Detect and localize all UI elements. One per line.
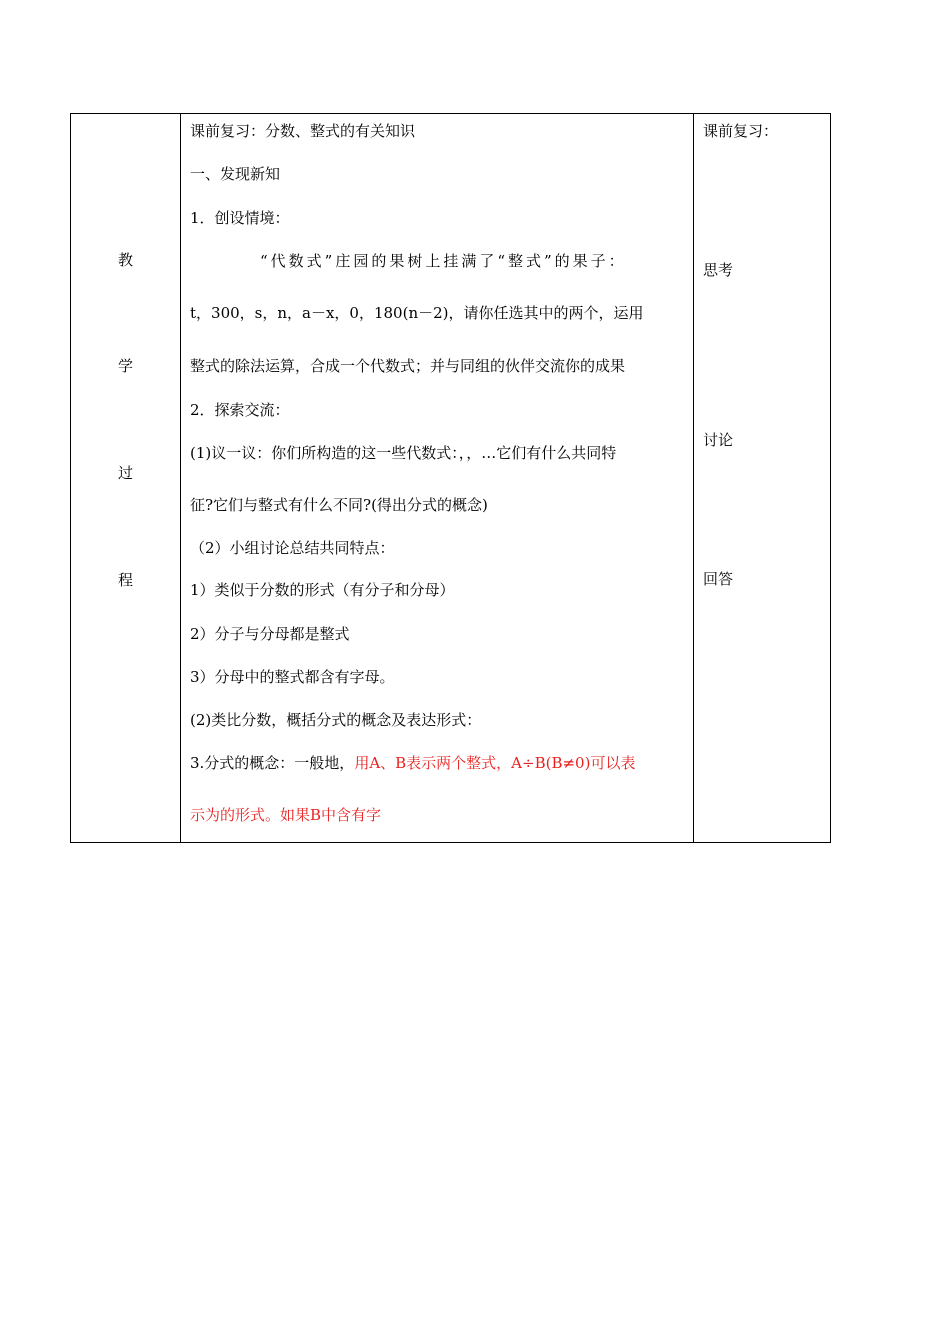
scenario-line-3: 整式的除法运算，合成一个代数式；并与同组的伙伴交流你的成果 (190, 357, 626, 375)
feature-2: 2）分子与分母都是整式 (190, 625, 350, 643)
side-review: 课前复习： (703, 122, 779, 140)
side-think: 思考 (703, 261, 734, 279)
section-discover: 一、发现新知 (190, 165, 281, 183)
scenario-line-2: t，300，s，n，a－x，0，180(n－2)，请你任选其中的两个，运用 (190, 304, 644, 322)
side-discuss: 讨论 (703, 431, 734, 449)
concept-line-2: 示为的形式。如果B中含有字 (190, 806, 382, 824)
teaching-process-row (71, 114, 831, 843)
concept-line-1 (190, 754, 635, 772)
step-explore: 2．探索交流： (190, 401, 290, 419)
group-summary: （2）小组讨论总结共同特点： (190, 539, 395, 557)
scenario-line-1: “代数式”庄园的果树上挂满了“整式”的果子： (260, 252, 627, 270)
feature-3: 3）分母中的整式都含有字母。 (190, 668, 395, 686)
main-content-cell (181, 114, 694, 843)
side-answer: 回答 (703, 570, 734, 588)
label-char-jiao: 教 (117, 251, 133, 269)
label-char-guo: 过 (117, 464, 133, 482)
review-heading: 课前复习：分数、整式的有关知识 (190, 122, 416, 140)
analogy-line: (2)类比分数，概括分式的概念及表达形式： (190, 711, 482, 729)
feature-1: 1）类似于分数的形式（有分子和分母） (190, 581, 455, 599)
activity-cell (694, 114, 831, 843)
discuss-line-1: (1)议一议：你们所构造的这一些代数式：，，…它们有什么共同特 (190, 444, 617, 462)
process-label-cell (71, 114, 181, 843)
concept-prefix: 3.分式的概念：一般地， (190, 754, 355, 772)
discuss-line-2: 征?它们与整式有什么不同?(得出分式的概念) (190, 496, 488, 514)
label-char-cheng: 程 (117, 571, 133, 589)
lesson-plan-table (70, 113, 831, 843)
step-scenario: 1．创设情境： (190, 209, 290, 227)
label-char-xue: 学 (117, 357, 133, 375)
concept-highlight-1: 用A、B表示两个整式，A÷B(B≠0)可以表 (354, 754, 636, 772)
